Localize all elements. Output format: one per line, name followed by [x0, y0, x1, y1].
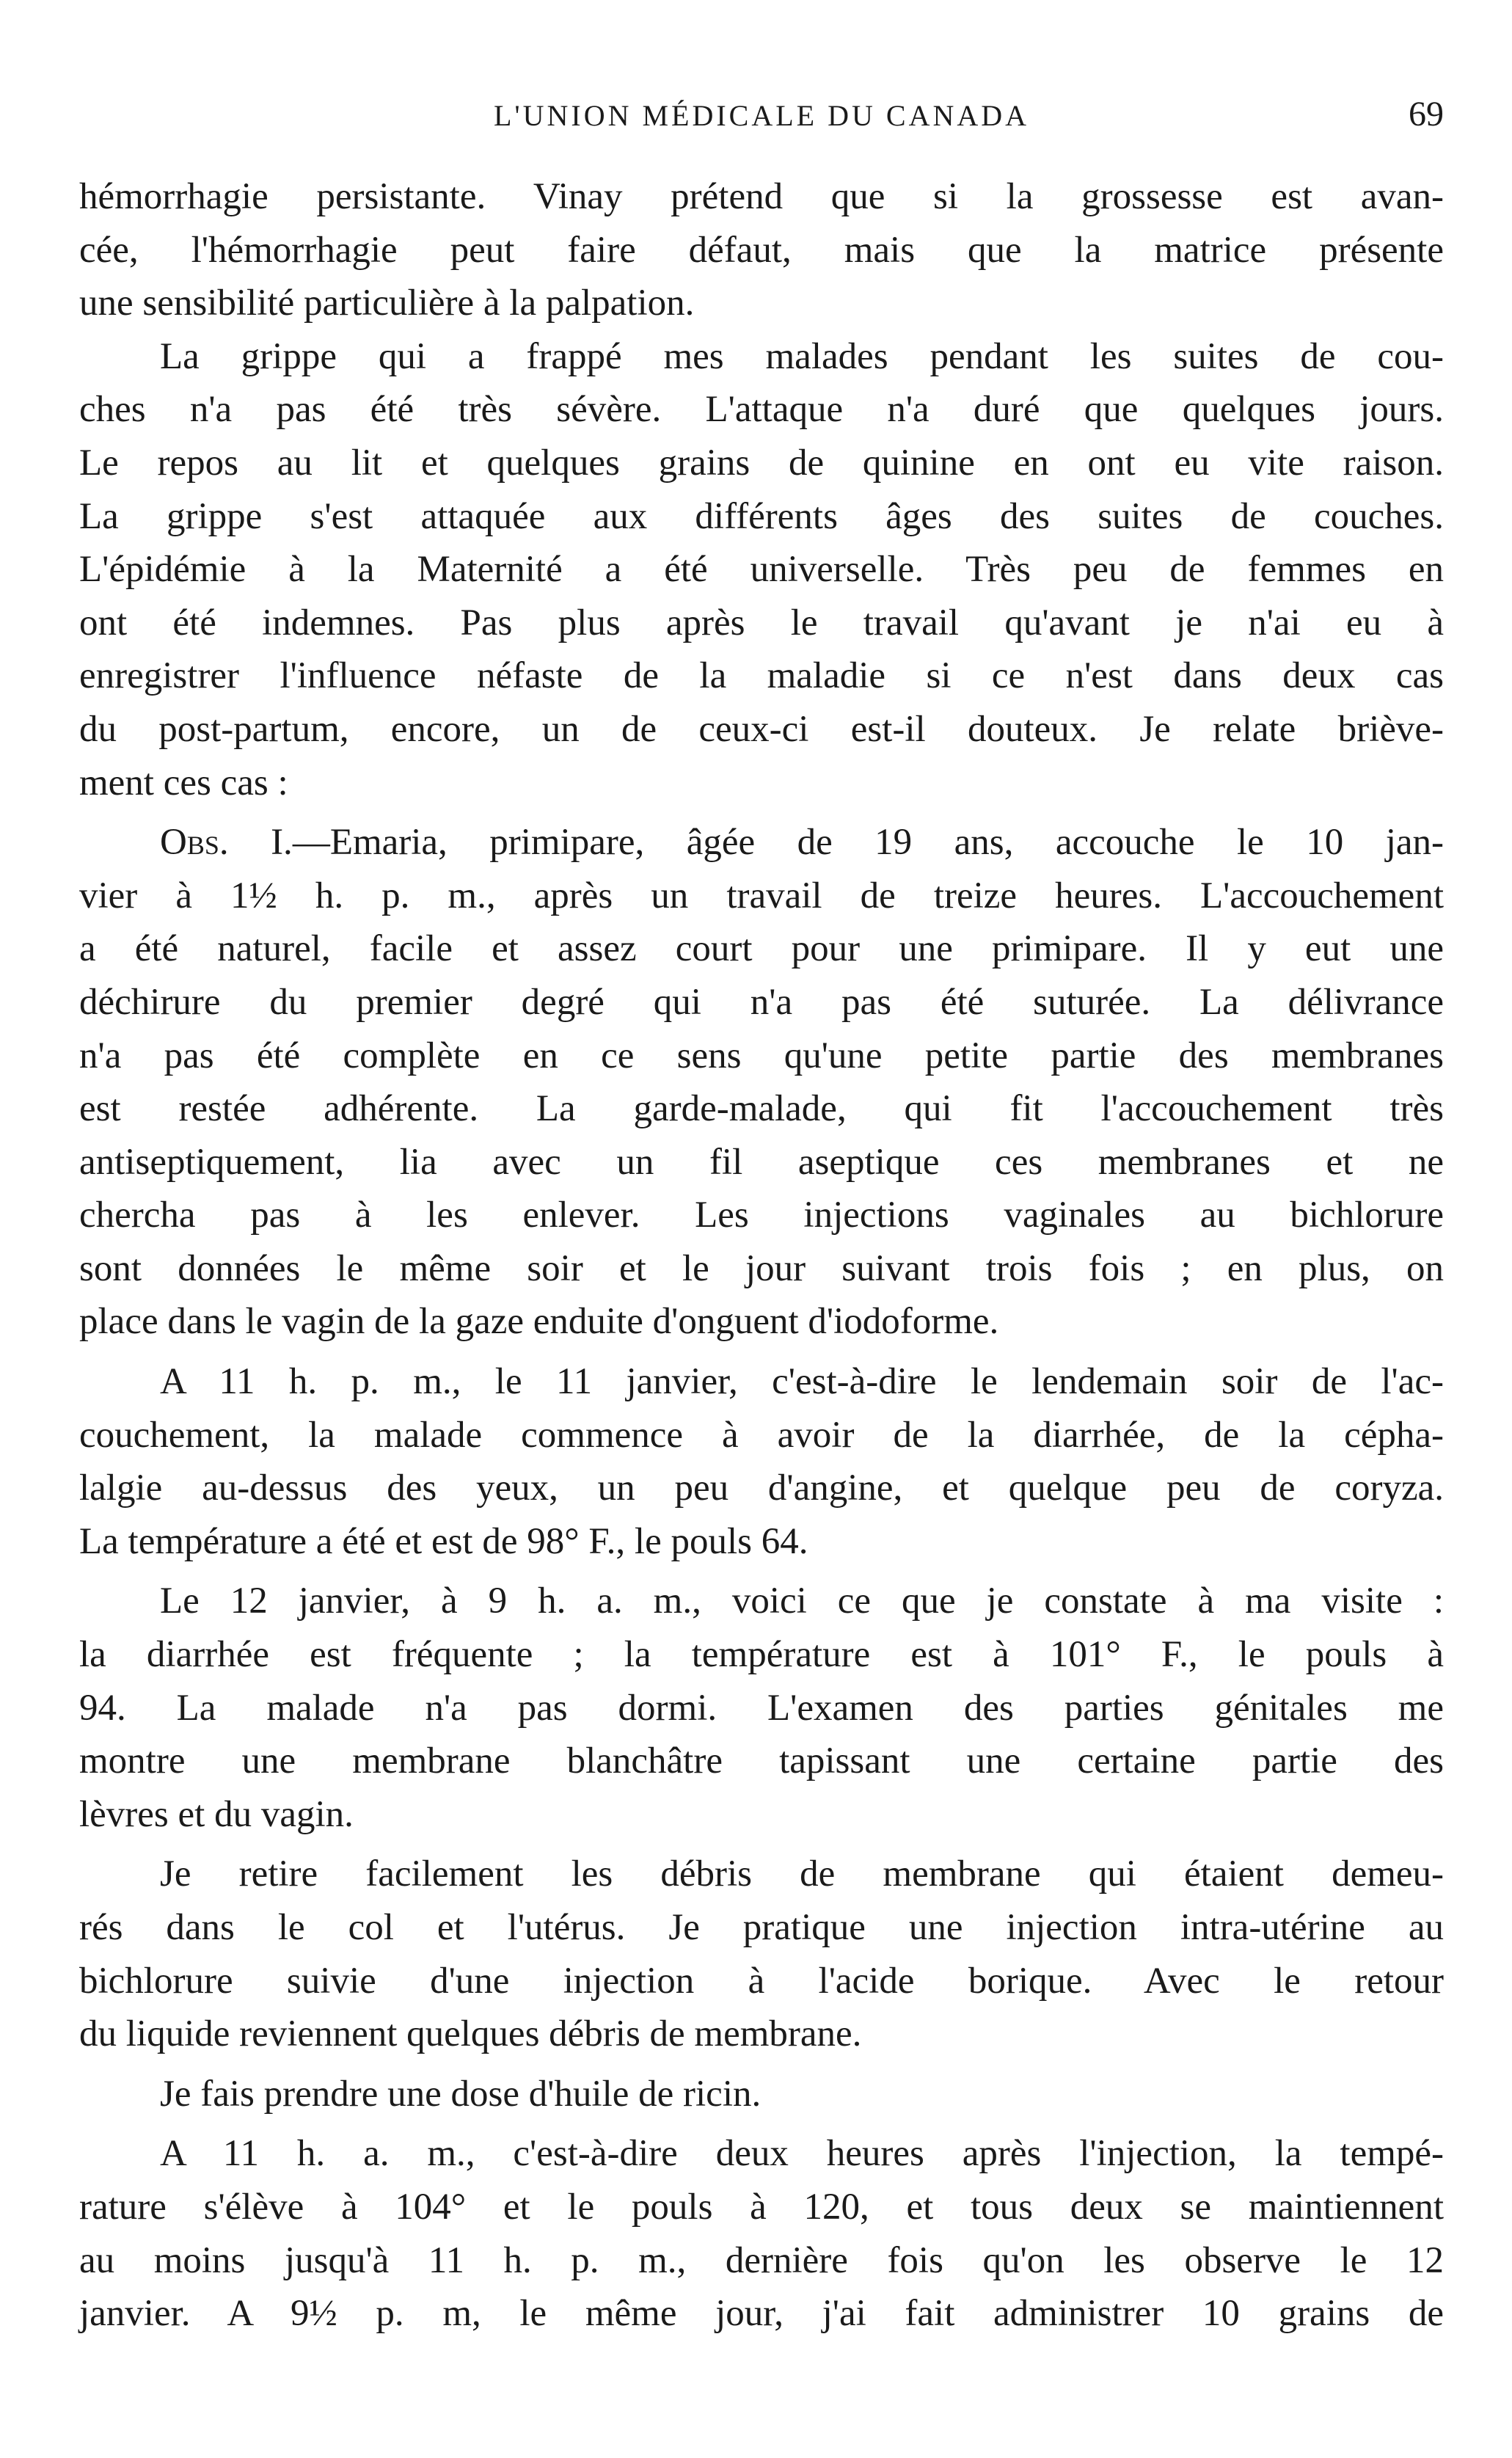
paragraph	[79, 816, 1444, 1349]
text-line: montre une membrane blanchâtre tapissant une certaine partie des	[79, 1740, 1444, 1782]
text-line: la diarrhée est fréquente ; la température est à 101° F., le pouls à	[79, 1634, 1444, 1676]
text-line: au moins jusqu'à 11 h. p. m., dernière fois qu'on les observe le 12	[79, 2239, 1444, 2281]
text-line: rature s'élève à 104° et le pouls à 120, et tous deux se maintiennent	[79, 2186, 1444, 2228]
text-line: couchement, la malade commence à avoir de la diarrhée, de la cépha-	[79, 1414, 1444, 1456]
text-line: déchirure du premier degré qui n'a pas été suturée. La délivrance	[79, 981, 1444, 1023]
text-line: bichlorure suivie d'une injection à l'acide borique. Avec le retour	[79, 1960, 1444, 2002]
text-line: a été naturel, facile et assez court pour une primipare. Il y eut une	[79, 928, 1444, 970]
text-line: ment ces cas :	[79, 762, 288, 803]
observation-text: —Emaria, primipare, âgée de 19 ans, accouche le 10 jan-	[292, 822, 1444, 864]
paragraph	[79, 170, 1444, 330]
running-header	[79, 94, 1444, 138]
text-line: du post-partum, encore, un de ceux-ci est-il douteux. Je relate briève-	[79, 708, 1444, 750]
text-line: L'épidémie à la Maternité a été universelle. Très peu de femmes en	[79, 549, 1444, 591]
text-line: du liquide reviennent quelques débris de membrane.	[79, 2013, 862, 2055]
paragraph	[79, 1355, 1444, 1568]
page-number: 69	[1409, 95, 1444, 134]
text-line: janvier. A 9½ p. m, le même jour, j'ai fait administrer 10 grains de	[79, 2293, 1444, 2335]
observation-label: Obs. I.	[160, 822, 293, 864]
text-line: enregistrer l'influence néfaste de la maladie si ce n'est dans deux cas	[79, 655, 1444, 697]
text-line: 94. La malade n'a pas dormi. L'examen des parties génitales me	[79, 1687, 1444, 1729]
text-line: sont données le même soir et le jour suivant trois fois ; en plus, on	[79, 1247, 1444, 1289]
text-line: antiseptiquement, lia avec un fil aseptique ces membranes et ne	[79, 1141, 1444, 1183]
text-line: Je fais prendre une dose d'huile de ricin.	[160, 2073, 762, 2115]
text-line: place dans le vagin de la gaze enduite d'onguent d'iodoforme.	[79, 1301, 999, 1343]
paragraph	[79, 330, 1444, 809]
paragraph	[79, 1848, 1444, 2060]
text-line: La grippe s'est attaquée aux différents âges des suites de couches.	[79, 495, 1444, 537]
body-text	[79, 170, 1444, 2341]
text-line: lèvres et du vagin.	[79, 1793, 354, 1835]
text-line: hémorrhagie persistante. Vinay prétend que si la grossesse est avan-	[79, 176, 1444, 217]
text-line: lalgie au-dessus des yeux, un peu d'angine, et quelque peu de coryza.	[79, 1467, 1444, 1509]
paragraph	[79, 1575, 1444, 1841]
paragraph	[79, 2068, 1444, 2121]
text-line: cée, l'hémorrhagie peut faire défaut, mais que la matrice présente	[79, 229, 1444, 271]
text-line: vier à 1½ h. p. m., après un travail de treize heures. L'accouchement	[79, 875, 1444, 916]
text-line: La température a été et est de 98° F., le pouls 64.	[79, 1520, 808, 1562]
text-line: Le 12 janvier, à 9 h. a. m., voici ce que je constate à ma visite :	[160, 1580, 1444, 1622]
text-line: une sensibilité particulière à la palpation.	[79, 282, 695, 324]
text-line: ont été indemnes. Pas plus après le travail qu'avant je n'ai eu à	[79, 602, 1444, 643]
text-line: La grippe qui a frappé mes malades pendant les suites de cou-	[160, 335, 1444, 377]
text-line: Le repos au lit et quelques grains de quinine en ont eu vite raison.	[79, 442, 1444, 484]
text-line: A 11 h. a. m., c'est-à-dire deux heures après l'injection, la tempé-	[160, 2133, 1444, 2175]
paragraph	[79, 2127, 1444, 2340]
text-line: est restée adhérente. La garde-malade, qui fit l'accouchement très	[79, 1088, 1444, 1130]
text-line: Je retire facilement les débris de membrane qui étaient demeu-	[160, 1853, 1444, 1895]
text-line	[79, 816, 1444, 869]
text-line: ches n'a pas été très sévère. L'attaque n'a duré que quelques jours.	[79, 389, 1444, 431]
text-line: A 11 h. p. m., le 11 janvier, c'est-à-dire le lendemain soir de l'ac-	[160, 1361, 1444, 1403]
text-line: chercha pas à les enlever. Les injections vaginales au bichlorure	[79, 1195, 1444, 1236]
text-line: rés dans le col et l'utérus. Je pratique une injection intra-utérine au	[79, 1907, 1444, 1948]
text-line: n'a pas été complète en ce sens qu'une petite partie des membranes	[79, 1035, 1444, 1076]
journal-title: L'UNION MÉDICALE DU CANADA	[493, 99, 1030, 132]
